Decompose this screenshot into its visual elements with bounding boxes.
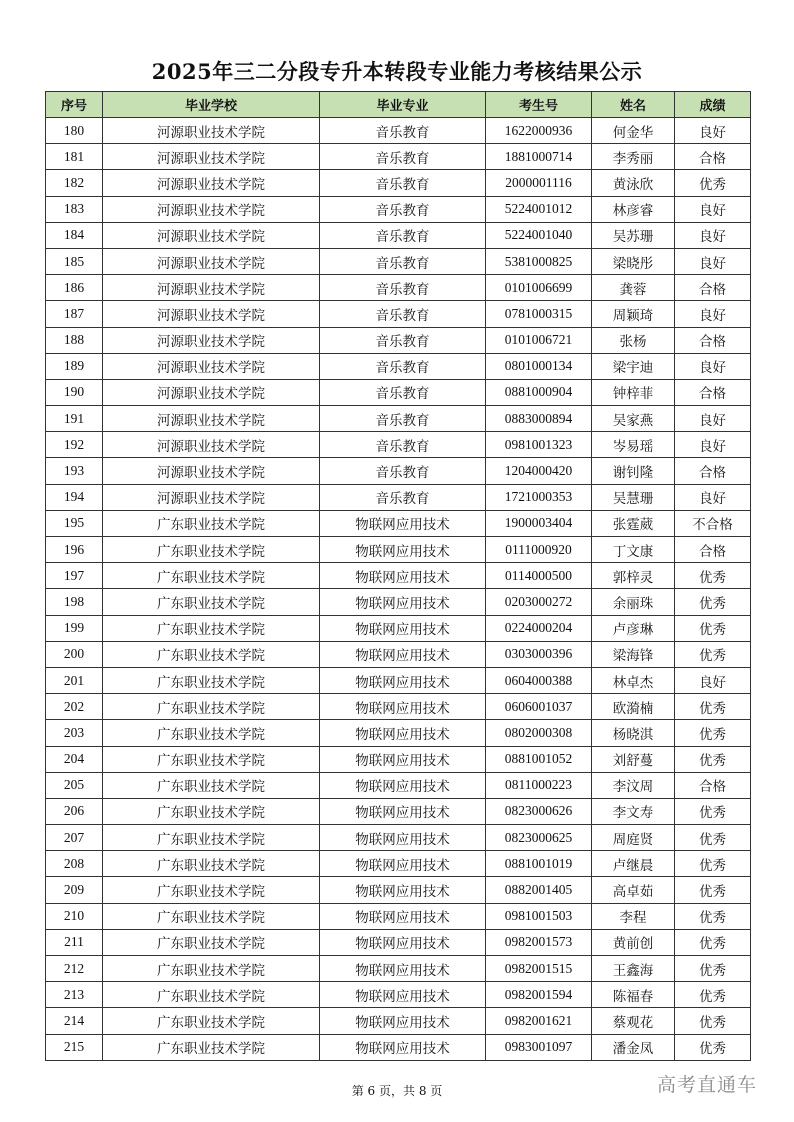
cell-major: 音乐教育: [320, 406, 486, 432]
cell-school: 广东职业技术学院: [103, 877, 320, 903]
cell-major: 物联网应用技术: [320, 772, 486, 798]
header-major: 毕业专业: [320, 92, 486, 118]
cell-major: 物联网应用技术: [320, 641, 486, 667]
cell-exam-number: 1204000420: [486, 458, 592, 484]
page-footer: 第 6 页，共 8 页: [351, 1084, 443, 1098]
cell-name: 陈福春: [592, 982, 675, 1008]
table-row: [46, 170, 751, 196]
cell-index: 201: [46, 667, 103, 693]
cell-school: 河源职业技术学院: [103, 301, 320, 327]
cell-exam-number: 0224000204: [486, 615, 592, 641]
cell-exam-number: 1881000714: [486, 144, 592, 170]
header-exam-number: 考生号: [486, 92, 592, 118]
table-row: [46, 982, 751, 1008]
cell-school: 广东职业技术学院: [103, 589, 320, 615]
cell-index: 180: [46, 118, 103, 144]
cell-school: 河源职业技术学院: [103, 458, 320, 484]
cell-school: 广东职业技术学院: [103, 746, 320, 772]
cell-major: 音乐教育: [320, 327, 486, 353]
cell-name: 龚蓉: [592, 275, 675, 301]
table-row: [46, 248, 751, 274]
cell-name: 欧漪楠: [592, 694, 675, 720]
table-row: [46, 772, 751, 798]
cell-name: 张霆葳: [592, 510, 675, 536]
table-row: [46, 720, 751, 746]
table-row: [46, 956, 751, 982]
cell-school: 广东职业技术学院: [103, 667, 320, 693]
cell-major: 物联网应用技术: [320, 825, 486, 851]
cell-exam-number: 5224001040: [486, 222, 592, 248]
cell-major: 物联网应用技术: [320, 877, 486, 903]
cell-name: 杨晓淇: [592, 720, 675, 746]
cell-school: 河源职业技术学院: [103, 118, 320, 144]
cell-name: 郭梓灵: [592, 563, 675, 589]
cell-school: 广东职业技术学院: [103, 615, 320, 641]
cell-result: 优秀: [675, 825, 751, 851]
cell-exam-number: 0606001037: [486, 694, 592, 720]
cell-major: 物联网应用技术: [320, 929, 486, 955]
cell-exam-number: 0203000272: [486, 589, 592, 615]
table-row: [46, 641, 751, 667]
cell-result: 合格: [675, 458, 751, 484]
cell-name: 林卓杰: [592, 667, 675, 693]
cell-name: 卢彦琳: [592, 615, 675, 641]
cell-result: 合格: [675, 275, 751, 301]
cell-result: 优秀: [675, 851, 751, 877]
cell-school: 广东职业技术学院: [103, 641, 320, 667]
cell-index: 207: [46, 825, 103, 851]
cell-name: 高卓茹: [592, 877, 675, 903]
cell-school: 河源职业技术学院: [103, 248, 320, 274]
cell-major: 音乐教育: [320, 144, 486, 170]
cell-major: 物联网应用技术: [320, 798, 486, 824]
cell-school: 广东职业技术学院: [103, 798, 320, 824]
cell-index: 204: [46, 746, 103, 772]
cell-school: 河源职业技术学院: [103, 144, 320, 170]
cell-exam-number: 0111000920: [486, 537, 592, 563]
cell-exam-number: 5224001012: [486, 196, 592, 222]
cell-exam-number: 0883000894: [486, 406, 592, 432]
cell-school: 广东职业技术学院: [103, 563, 320, 589]
cell-index: 206: [46, 798, 103, 824]
table-row: [46, 1034, 751, 1060]
cell-major: 音乐教育: [320, 379, 486, 405]
cell-exam-number: 5381000825: [486, 248, 592, 274]
cell-exam-number: 0802000308: [486, 720, 592, 746]
cell-school: 河源职业技术学院: [103, 406, 320, 432]
cell-exam-number: 1622000936: [486, 118, 592, 144]
header-school: 毕业学校: [103, 92, 320, 118]
cell-result: 合格: [675, 772, 751, 798]
header-index: 序号: [46, 92, 103, 118]
cell-result: 良好: [675, 301, 751, 327]
cell-result: 不合格: [675, 510, 751, 536]
cell-name: 梁晓彤: [592, 248, 675, 274]
cell-index: 194: [46, 484, 103, 510]
cell-result: 合格: [675, 327, 751, 353]
cell-major: 物联网应用技术: [320, 720, 486, 746]
cell-index: 199: [46, 615, 103, 641]
cell-school: 广东职业技术学院: [103, 1034, 320, 1060]
cell-major: 物联网应用技术: [320, 667, 486, 693]
table-row: [46, 746, 751, 772]
table-row: [46, 301, 751, 327]
cell-index: 196: [46, 537, 103, 563]
cell-exam-number: 0881001052: [486, 746, 592, 772]
cell-school: 广东职业技术学院: [103, 982, 320, 1008]
cell-exam-number: 2000001116: [486, 170, 592, 196]
cell-index: 188: [46, 327, 103, 353]
cell-exam-number: 0823000626: [486, 798, 592, 824]
cell-major: 物联网应用技术: [320, 1008, 486, 1034]
table-row: [46, 851, 751, 877]
cell-index: 190: [46, 379, 103, 405]
cell-name: 李文寿: [592, 798, 675, 824]
cell-name: 林彦睿: [592, 196, 675, 222]
cell-index: 212: [46, 956, 103, 982]
table-row: [46, 929, 751, 955]
cell-school: 广东职业技术学院: [103, 510, 320, 536]
cell-result: 优秀: [675, 1034, 751, 1060]
cell-name: 梁海锋: [592, 641, 675, 667]
cell-school: 广东职业技术学院: [103, 1008, 320, 1034]
cell-name: 钟梓菲: [592, 379, 675, 405]
cell-exam-number: 0303000396: [486, 641, 592, 667]
cell-school: 广东职业技术学院: [103, 903, 320, 929]
cell-major: 音乐教育: [320, 196, 486, 222]
cell-major: 音乐教育: [320, 458, 486, 484]
cell-result: 良好: [675, 432, 751, 458]
cell-name: 岑易瑶: [592, 432, 675, 458]
cell-index: 214: [46, 1008, 103, 1034]
cell-exam-number: 0882001405: [486, 877, 592, 903]
cell-major: 物联网应用技术: [320, 510, 486, 536]
cell-index: 203: [46, 720, 103, 746]
cell-index: 192: [46, 432, 103, 458]
cell-school: 河源职业技术学院: [103, 327, 320, 353]
cell-exam-number: 0881000904: [486, 379, 592, 405]
cell-school: 广东职业技术学院: [103, 694, 320, 720]
cell-result: 优秀: [675, 170, 751, 196]
table-row: [46, 196, 751, 222]
cell-name: 卢继晨: [592, 851, 675, 877]
cell-major: 物联网应用技术: [320, 956, 486, 982]
table-row: [46, 222, 751, 248]
cell-index: 191: [46, 406, 103, 432]
cell-major: 物联网应用技术: [320, 1034, 486, 1060]
cell-result: 优秀: [675, 929, 751, 955]
cell-school: 广东职业技术学院: [103, 956, 320, 982]
cell-name: 谢钊隆: [592, 458, 675, 484]
cell-index: 209: [46, 877, 103, 903]
cell-index: 211: [46, 929, 103, 955]
cell-index: 186: [46, 275, 103, 301]
cell-name: 李汶周: [592, 772, 675, 798]
cell-school: 广东职业技术学院: [103, 929, 320, 955]
table-row: [46, 458, 751, 484]
cell-exam-number: 0811000223: [486, 772, 592, 798]
table-row: [46, 275, 751, 301]
cell-exam-number: 0983001097: [486, 1034, 592, 1060]
table-row: [46, 563, 751, 589]
cell-index: 197: [46, 563, 103, 589]
cell-exam-number: 0981001503: [486, 903, 592, 929]
table-row: [46, 667, 751, 693]
cell-name: 张杨: [592, 327, 675, 353]
cell-result: 合格: [675, 144, 751, 170]
cell-exam-number: 0982001621: [486, 1008, 592, 1034]
cell-index: 210: [46, 903, 103, 929]
cell-result: 优秀: [675, 615, 751, 641]
cell-school: 河源职业技术学院: [103, 432, 320, 458]
cell-name: 吴慧珊: [592, 484, 675, 510]
cell-index: 193: [46, 458, 103, 484]
cell-name: 吴家燕: [592, 406, 675, 432]
cell-school: 广东职业技术学院: [103, 720, 320, 746]
cell-school: 河源职业技术学院: [103, 379, 320, 405]
cell-major: 音乐教育: [320, 484, 486, 510]
cell-major: 物联网应用技术: [320, 903, 486, 929]
cell-exam-number: 0982001573: [486, 929, 592, 955]
cell-index: 184: [46, 222, 103, 248]
table-row: [46, 353, 751, 379]
cell-index: 205: [46, 772, 103, 798]
cell-school: 河源职业技术学院: [103, 222, 320, 248]
cell-major: 物联网应用技术: [320, 615, 486, 641]
cell-result: 优秀: [675, 1008, 751, 1034]
cell-index: 187: [46, 301, 103, 327]
cell-exam-number: 0982001515: [486, 956, 592, 982]
cell-index: 183: [46, 196, 103, 222]
cell-exam-number: 0101006699: [486, 275, 592, 301]
cell-school: 广东职业技术学院: [103, 772, 320, 798]
table-row: [46, 406, 751, 432]
header-name: 姓名: [592, 92, 675, 118]
table-row: [46, 798, 751, 824]
cell-exam-number: 1900003404: [486, 510, 592, 536]
cell-name: 周颖琦: [592, 301, 675, 327]
cell-result: 优秀: [675, 903, 751, 929]
cell-exam-number: 0781000315: [486, 301, 592, 327]
cell-name: 刘舒蔓: [592, 746, 675, 772]
cell-major: 物联网应用技术: [320, 589, 486, 615]
cell-name: 王鑫海: [592, 956, 675, 982]
cell-index: 200: [46, 641, 103, 667]
results-table: [45, 91, 751, 1061]
cell-result: 优秀: [675, 563, 751, 589]
table-row: [46, 877, 751, 903]
cell-school: 广东职业技术学院: [103, 537, 320, 563]
cell-school: 河源职业技术学院: [103, 353, 320, 379]
table-row: [46, 694, 751, 720]
cell-school: 广东职业技术学院: [103, 825, 320, 851]
cell-major: 物联网应用技术: [320, 982, 486, 1008]
cell-exam-number: 0823000625: [486, 825, 592, 851]
table-row: [46, 589, 751, 615]
cell-result: 优秀: [675, 956, 751, 982]
cell-result: 合格: [675, 537, 751, 563]
cell-result: 优秀: [675, 746, 751, 772]
cell-result: 优秀: [675, 694, 751, 720]
cell-major: 物联网应用技术: [320, 537, 486, 563]
cell-major: 音乐教育: [320, 301, 486, 327]
cell-result: 良好: [675, 222, 751, 248]
cell-result: 良好: [675, 667, 751, 693]
cell-major: 音乐教育: [320, 275, 486, 301]
cell-index: 202: [46, 694, 103, 720]
watermark-text: 高考直通车: [657, 1074, 758, 1096]
table-row: [46, 1008, 751, 1034]
cell-major: 音乐教育: [320, 118, 486, 144]
cell-index: 195: [46, 510, 103, 536]
cell-name: 黄前创: [592, 929, 675, 955]
cell-name: 黄泳欣: [592, 170, 675, 196]
cell-major: 物联网应用技术: [320, 746, 486, 772]
cell-exam-number: 0801000134: [486, 353, 592, 379]
cell-name: 梁宇迪: [592, 353, 675, 379]
cell-index: 189: [46, 353, 103, 379]
cell-school: 广东职业技术学院: [103, 851, 320, 877]
table-row: [46, 484, 751, 510]
cell-result: 优秀: [675, 720, 751, 746]
cell-exam-number: 0604000388: [486, 667, 592, 693]
cell-name: 丁文康: [592, 537, 675, 563]
table-row: [46, 327, 751, 353]
table-row: [46, 903, 751, 929]
cell-school: 河源职业技术学院: [103, 484, 320, 510]
cell-major: 物联网应用技术: [320, 694, 486, 720]
cell-result: 优秀: [675, 877, 751, 903]
cell-major: 音乐教育: [320, 222, 486, 248]
cell-index: 198: [46, 589, 103, 615]
cell-index: 213: [46, 982, 103, 1008]
cell-result: 良好: [675, 406, 751, 432]
cell-result: 良好: [675, 353, 751, 379]
cell-exam-number: 1721000353: [486, 484, 592, 510]
cell-result: 良好: [675, 484, 751, 510]
cell-result: 优秀: [675, 982, 751, 1008]
cell-result: 合格: [675, 379, 751, 405]
cell-major: 音乐教育: [320, 353, 486, 379]
header-result: 成绩: [675, 92, 751, 118]
table-row: [46, 118, 751, 144]
cell-result: 优秀: [675, 589, 751, 615]
cell-index: 208: [46, 851, 103, 877]
cell-exam-number: 0982001594: [486, 982, 592, 1008]
cell-index: 182: [46, 170, 103, 196]
cell-result: 良好: [675, 248, 751, 274]
cell-index: 215: [46, 1034, 103, 1060]
cell-name: 李程: [592, 903, 675, 929]
cell-school: 河源职业技术学院: [103, 196, 320, 222]
table-row: [46, 537, 751, 563]
cell-major: 音乐教育: [320, 170, 486, 196]
cell-exam-number: 0881001019: [486, 851, 592, 877]
cell-major: 音乐教育: [320, 432, 486, 458]
cell-major: 音乐教育: [320, 248, 486, 274]
cell-name: 李秀丽: [592, 144, 675, 170]
cell-exam-number: 0101006721: [486, 327, 592, 353]
cell-name: 余丽珠: [592, 589, 675, 615]
table-header-row: [46, 92, 751, 118]
cell-school: 河源职业技术学院: [103, 275, 320, 301]
table-row: [46, 432, 751, 458]
table-row: [46, 379, 751, 405]
cell-result: 良好: [675, 196, 751, 222]
cell-name: 何金华: [592, 118, 675, 144]
cell-name: 周庭贤: [592, 825, 675, 851]
table-row: [46, 615, 751, 641]
table-row: [46, 144, 751, 170]
cell-school: 河源职业技术学院: [103, 170, 320, 196]
cell-result: 优秀: [675, 641, 751, 667]
cell-index: 185: [46, 248, 103, 274]
cell-name: 潘金凤: [592, 1034, 675, 1060]
cell-name: 吴苏珊: [592, 222, 675, 248]
cell-index: 181: [46, 144, 103, 170]
cell-major: 物联网应用技术: [320, 851, 486, 877]
cell-exam-number: 0981001323: [486, 432, 592, 458]
page-title: 2025年三二分段专升本转段专业能力考核结果公示: [151, 59, 643, 84]
table-row: [46, 510, 751, 536]
cell-result: 良好: [675, 118, 751, 144]
cell-exam-number: 0114000500: [486, 563, 592, 589]
table-row: [46, 825, 751, 851]
cell-major: 物联网应用技术: [320, 563, 486, 589]
cell-name: 蔡观花: [592, 1008, 675, 1034]
table-body: [46, 118, 751, 1061]
cell-result: 优秀: [675, 798, 751, 824]
